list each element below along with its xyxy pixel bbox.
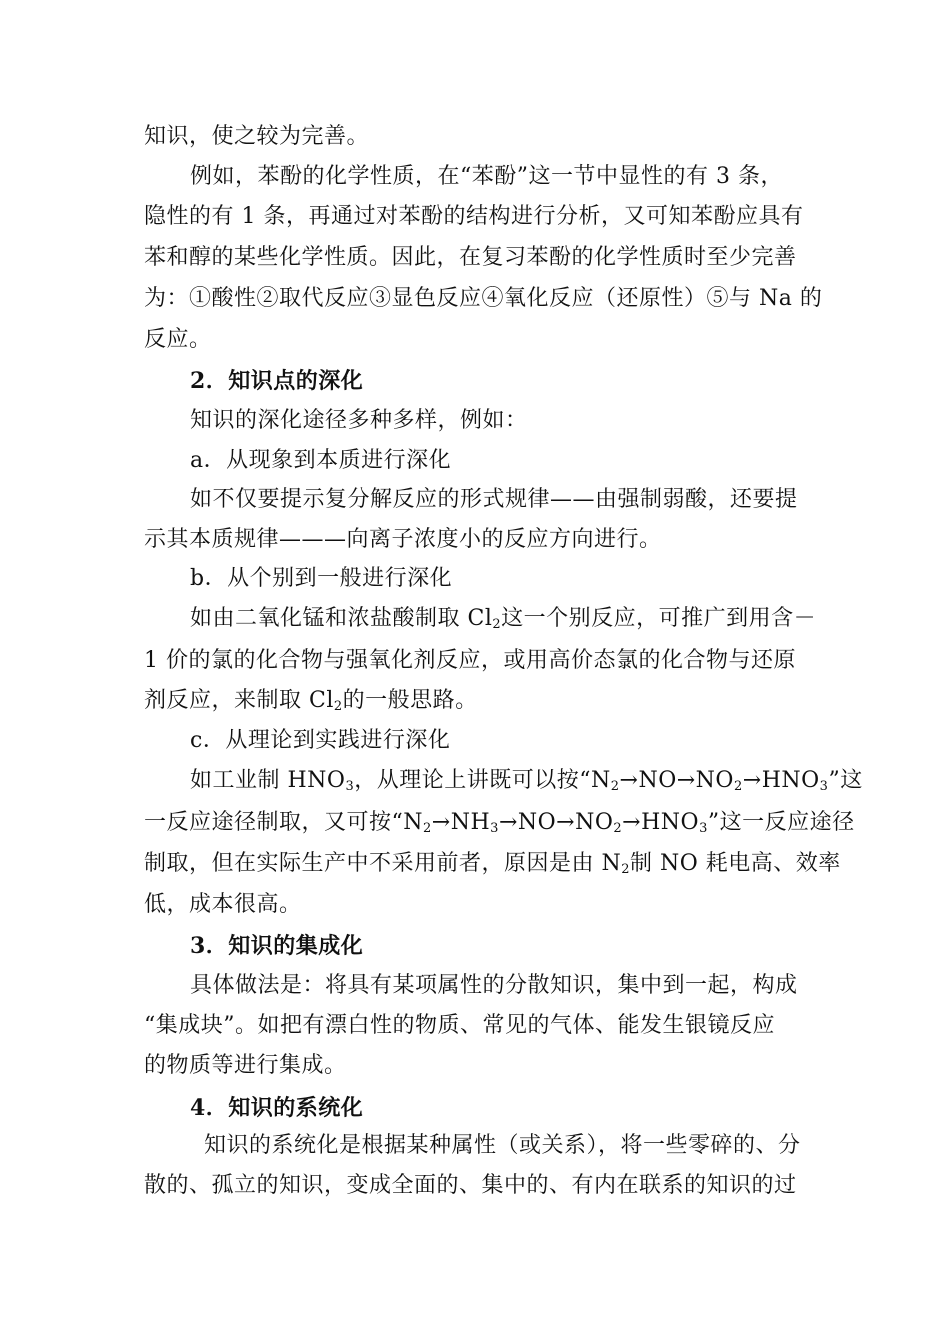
subscript: 2 [610, 779, 620, 794]
subscript: 2 [423, 821, 432, 836]
text-line [190, 766, 863, 796]
text-line: 知识，使之较为完善。 [144, 124, 370, 149]
text-segment: 制 NO 耗电高、效率 [630, 851, 841, 876]
text-line [144, 849, 841, 879]
text-segment: →HNO [622, 810, 700, 835]
subscript: 2 [492, 617, 502, 632]
section-heading: 4．知识的系统化 [190, 1095, 364, 1121]
text-segment: →NO→NO [498, 810, 614, 835]
text-line: 如不仅要提示复分解反应的形式规律——由强制弱酸，还要提 [190, 487, 798, 512]
text-segment: 的一般思路。 [342, 688, 478, 713]
text-line: 1 价的氯的化合物与强氧化剂反应，或用高价态氯的化合物与还原 [144, 648, 796, 673]
text-line: 示其本质规律———向离子浓度小的反应方向进行。 [144, 527, 662, 552]
text-line: 反应。 [144, 327, 212, 352]
text-segment: ”这 [828, 768, 863, 793]
text-segment: 一反应途径制取，又可按“N [144, 810, 423, 835]
subscript: 2 [733, 779, 743, 794]
subscript: 2 [333, 699, 343, 714]
text-line: 的物质等进行集成。 [144, 1053, 347, 1078]
text-line: 知识的深化途径多种多样，例如： [190, 408, 528, 433]
text-line: 具体做法是：将具有某项属性的分散知识，集中到一起，构成 [190, 973, 798, 998]
text-segment: 剂反应，来制取 Cl [144, 688, 334, 713]
text-segment: →NO→NO [619, 768, 734, 793]
text-segment: 如由二氧化锰和浓盐酸制取 Cl [190, 606, 493, 631]
text-line: 散的、孤立的知识，变成全面的、集中的、有内在联系的知识的过 [144, 1173, 797, 1198]
text-line [190, 604, 816, 634]
text-line: 低，成本很高。 [144, 892, 302, 917]
subscript: 3 [699, 821, 708, 836]
text-segment: ，从理论上讲既可以按“N [354, 768, 611, 793]
text-segment: →HNO [742, 768, 820, 793]
text-line: 为：①酸性②取代反应③显色反应④氧化反应（还原性）⑤与 Na 的 [144, 286, 823, 311]
text-segment: 这一个别反应，可推广到用含－ [501, 606, 817, 631]
subscript: 2 [621, 862, 631, 877]
subscript: 2 [613, 821, 623, 836]
text-segment: ”这一反应途径 [707, 810, 855, 835]
section-heading: 2．知识点的深化 [190, 368, 364, 394]
section-heading: 3．知识的集成化 [190, 933, 364, 959]
subscript: 3 [490, 821, 499, 836]
text-segment: 制取，但在实际生产中不采用前者，原因是由 N [144, 851, 622, 876]
subscript: 3 [819, 779, 829, 794]
subscript: 3 [345, 779, 355, 794]
text-line [144, 686, 478, 716]
subsection-heading: c．从理论到实践进行深化 [190, 728, 451, 753]
subsection-heading: b．从个别到一般进行深化 [190, 566, 453, 591]
text-line: 苯和醇的某些化学性质。因此，在复习苯酚的化学性质时至少完善 [144, 245, 797, 270]
text-segment: 如工业制 HNO [190, 768, 346, 793]
text-line: 隐性的有 1 条，再通过对苯酚的结构进行分析，又可知苯酚应具有 [144, 204, 804, 229]
subsection-heading: a．从现象到本质进行深化 [190, 448, 452, 473]
text-line: “集成块”。如把有漂白性的物质、常见的气体、能发生银镜反应 [144, 1013, 775, 1038]
text-line: 知识的系统化是根据某种属性（或关系），将一些零碎的、分 [204, 1133, 801, 1158]
text-line [144, 808, 855, 838]
text-segment: →NH [431, 810, 491, 835]
text-line: 例如，苯酚的化学性质，在“苯酚”这一节中显性的有 3 条， [190, 164, 783, 189]
